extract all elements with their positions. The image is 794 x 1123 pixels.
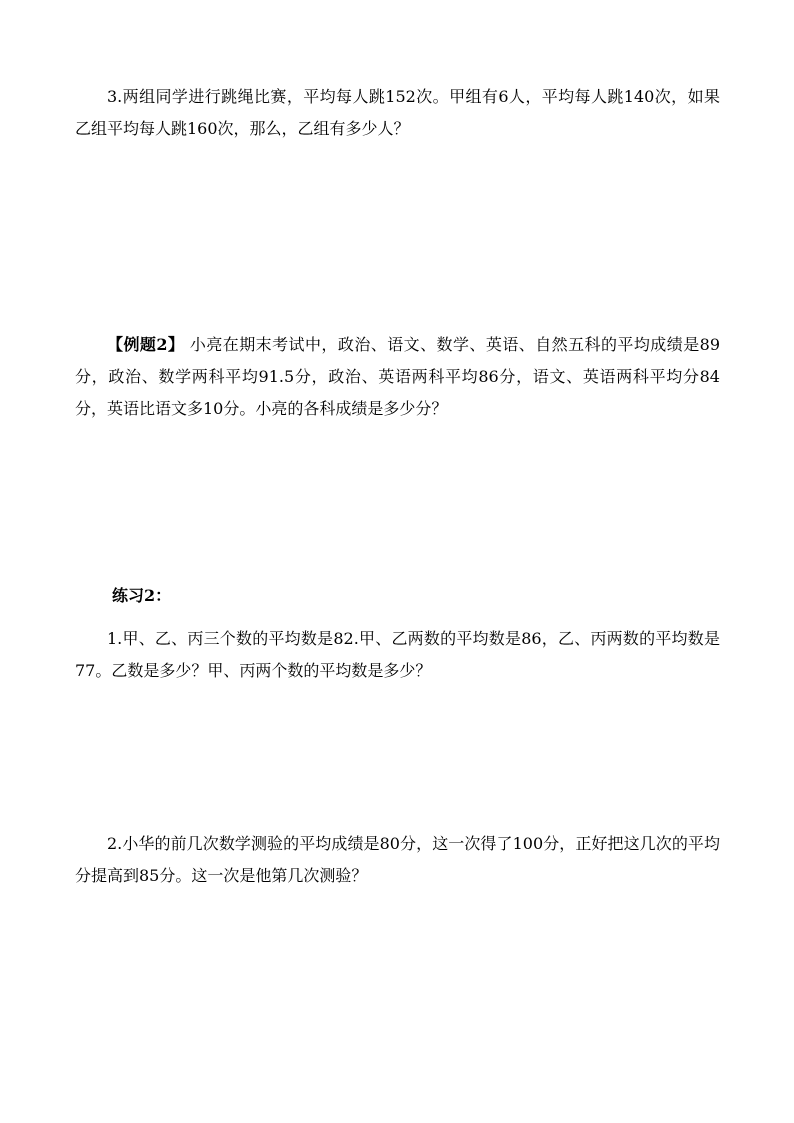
exercise-2-heading: 练习2： xyxy=(112,586,172,605)
exercise-2-item-2: 2.小华的前几次数学测验的平均成绩是80分，这一次得了100分，正好把这几次的平均分提高到85分。这一次是他第几次测验？ xyxy=(75,834,720,885)
example-2-text: 小亮在期末考试中，政治、语文、数学、英语、自然五科的平均成绩是89分，政治、数学两科平均91.5分，政治、英语两科平均86分，语文、英语两科平均分84分，英语比语文多10分。小亮的各科成绩是多少分？ xyxy=(75,335,720,418)
example-2-label: 【例题2】 xyxy=(107,335,185,354)
exercise-2-item-1: 1.甲、乙、丙三个数的平均数是82.甲、乙两数的平均数是86，乙、丙两数的平均数是77。乙数是多少？甲、丙两个数的平均数是多少？ xyxy=(75,629,720,680)
example-2 xyxy=(75,329,720,425)
problem-3: 3.两组同学进行跳绳比赛，平均每人跳152次。甲组有6人，平均每人跳140次，如果乙组平均每人跳160次，那么，乙组有多少人？ xyxy=(75,87,720,138)
